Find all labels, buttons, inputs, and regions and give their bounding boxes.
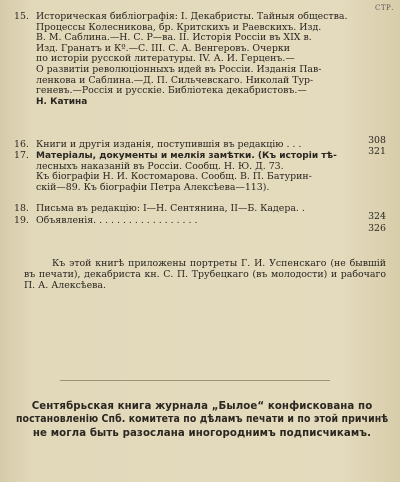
notice-line: постановленію Спб. комитета по дѣламъ печати и по этой причинѣ xyxy=(16,414,389,426)
entry-17-text xyxy=(36,151,354,193)
entry-line: Матеріалы, документы и мелкія замѣтки. (Къ исторіи тѣ- xyxy=(36,151,337,161)
entry-number: 15. xyxy=(14,11,29,22)
entry-line: Н. Катина xyxy=(36,96,88,107)
entry-line: Книги и другія изданія, поступившія въ редакцію . . . xyxy=(36,139,302,150)
entry-line: ленкова и Саблина.—Д. П. Сильчевскаго. Николай Тур- xyxy=(36,74,314,86)
notice-line: Сентябрьская книга журнала „Былое“ конфискована по xyxy=(31,401,373,412)
notice-line: не могла быть разослана иногороднимъ подписчикамъ. xyxy=(32,427,372,439)
page-ref: 321 xyxy=(368,146,386,157)
entry-number: 19. xyxy=(14,215,29,226)
entry-line: скій—89. Къ біографіи Петра Алексѣева—113). xyxy=(36,181,270,193)
page-ref: 308 xyxy=(368,135,386,146)
entry-number: 17. xyxy=(14,150,29,161)
entry-line: геневъ.—Россія и русскіе. Библіотека декабристовъ.— xyxy=(36,85,307,97)
page-header-label: СТР. xyxy=(375,4,394,12)
entry-line: Процессы Колесникова, бр. Критскихъ и Раевскихъ. Изд. xyxy=(36,21,322,33)
entry-15-text xyxy=(36,12,354,107)
page-ref: 326 xyxy=(368,223,386,234)
entry-18-text xyxy=(36,204,354,215)
entry-line: Историческая библіографія: I. Декабристы. Тайныя общества. xyxy=(36,11,348,22)
portraits-note: Къ этой книгѣ приложены портреты Г. И. Успенскаго (не бывшій въ печати), декабриста кн. С. П. Трубецкаго (въ молодости) и рабочаго П. А. Алексѣева. xyxy=(24,258,386,291)
entry-line: лесныхъ наказаній въ Россіи. Сообщ. Н. Ю. Д. 73. xyxy=(36,160,284,172)
entry-line: О развитіи революціонныхъ идей въ Россіи. Изданія Пав- xyxy=(36,63,322,75)
entry-16-text xyxy=(36,140,354,151)
entry-number: 18. xyxy=(14,203,29,214)
entry-line: Къ біографіи Н. И. Костомарова. Сообщ. В. П. Батурин- xyxy=(36,171,312,183)
divider xyxy=(60,380,330,381)
entry-line: по исторіи русской литературы. IV. А. И. Герценъ.— xyxy=(36,53,295,65)
entry-19-text xyxy=(36,216,354,227)
confiscation-notice xyxy=(16,400,388,440)
entry-line: Письма въ редакцію: I—Н. Сентянина, II—Б. Кадера. . xyxy=(36,203,305,214)
entry-number: 16. xyxy=(14,139,29,150)
page-ref: 324 xyxy=(368,211,386,222)
entry-line: В. М. Саблина.—Н. С. Р—ва. II. Исторія Россіи въ XIX в. xyxy=(36,32,312,44)
entry-line: Изд. Гранатъ и Кº.—С. III. С. А. Венгеровъ. Очерки xyxy=(36,42,290,54)
entry-line: Объявленія. . . . . . . . . . . . . . . . . . xyxy=(36,215,198,226)
